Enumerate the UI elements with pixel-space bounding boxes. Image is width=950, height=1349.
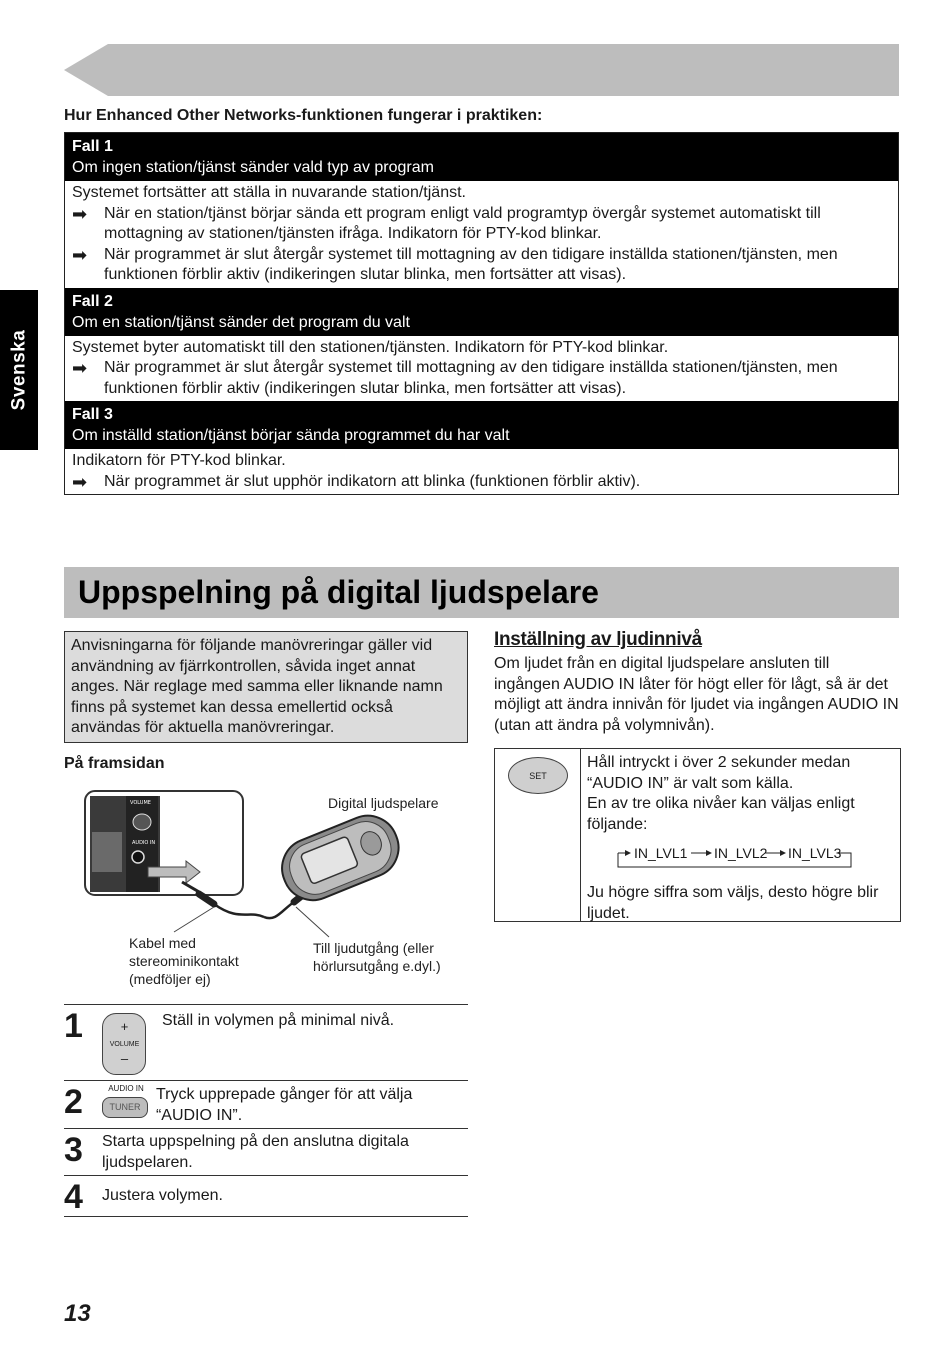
volume-minus: – <box>120 1051 129 1066</box>
step-number: 1 <box>64 1007 83 1045</box>
level-heading: Inställning av ljudinnivå <box>494 629 702 650</box>
steps-divider <box>64 1216 468 1217</box>
step-text: Ställ in volymen på minimal nivå. <box>162 1012 395 1029</box>
audio-in-button-icon <box>102 1081 156 1128</box>
level-cycle <box>615 843 855 873</box>
arrow-right-icon: ➡ <box>72 203 88 224</box>
audio-in-jack <box>132 851 144 863</box>
volume-button-icon <box>102 1005 162 1080</box>
arrow-right-icon: ➡ <box>72 244 88 265</box>
step-1 <box>64 1004 468 1080</box>
section-title: Uppspelning på digital ljudspelare <box>78 574 599 610</box>
step-number: 2 <box>64 1083 83 1121</box>
case-3-subtitle: Om inställd station/tjänst börjar sända programmet du har valt <box>72 427 510 444</box>
case-2-body <box>65 336 898 402</box>
level-2: IN_LVL2 <box>714 845 768 861</box>
audio-in-label: AUDIO IN <box>108 1084 144 1093</box>
header-banner <box>64 44 899 96</box>
digital-player <box>273 807 407 909</box>
set-instruction-table <box>494 748 901 922</box>
case-1-bullet <box>72 204 891 245</box>
panel-volume-text: VOLUME <box>130 800 151 806</box>
step-text: Justera volymen. <box>102 1187 223 1204</box>
set-instruction: Håll intryckt i över 2 sekunder medan “AUDIO IN” är valt som källa. <box>587 754 851 792</box>
player-label: Digital ljudspelare <box>328 795 439 811</box>
panel-slot <box>92 832 122 872</box>
case-2-header <box>65 288 898 336</box>
set-button-icon <box>508 757 568 794</box>
language-tab <box>0 290 38 450</box>
set-button-label: SET <box>529 770 547 781</box>
case-3-header <box>65 401 898 449</box>
cable-right <box>264 902 294 918</box>
step-4 <box>64 1175 468 1216</box>
level-paragraph: Om ljudet från en digital ljudspelare ansluten till ingången AUDIO IN låter för högt eller för lågt, så är det möjligt att ändra innivån för ljudet via ingången AUDIO IN (utan att ändra på volymnivån). <box>494 655 899 734</box>
arrow-right-icon: ➡ <box>72 471 88 492</box>
case-3-lead: Indikatorn för PTY-kod blinkar. <box>72 452 286 469</box>
volume-label: VOLUME <box>109 1041 140 1048</box>
case-3-bullet-text: När programmet är slut upphör indikatorn att blinka (funktionen förblir aktiv). <box>104 472 641 490</box>
case-1-header <box>65 133 898 181</box>
step-number: 3 <box>64 1131 83 1169</box>
case-3-body <box>65 449 898 494</box>
step-number: 4 <box>64 1178 83 1216</box>
steps-list <box>64 1004 468 1217</box>
case-1-lead: Systemet fortsätter att ställa in nuvarande station/tjänst. <box>72 184 466 201</box>
output-leader <box>296 907 329 937</box>
tuner-label: TUNER <box>102 1097 148 1118</box>
case-1-subtitle: Om ingen station/tjänst sänder vald typ av program <box>72 159 434 176</box>
page-number: 13 <box>64 1300 91 1327</box>
eon-cases-table <box>64 132 899 495</box>
connection-illustration <box>64 782 469 997</box>
panel-audio-in-text: AUDIO IN <box>132 840 156 846</box>
volume-knob <box>133 814 151 830</box>
step-2 <box>64 1080 468 1128</box>
case-1-title: Fall 1 <box>72 138 113 155</box>
case-2-title: Fall 2 <box>72 292 113 310</box>
volume-plus: + <box>120 1019 129 1034</box>
cable-label: Kabel med stereominikontakt (medföljer ej) <box>129 935 239 987</box>
step-3 <box>64 1128 468 1175</box>
case-2-bullet-text: När programmet är slut återgår systemet till mottagning av den tidigare inställda stationen/tjänsten, men funktionen förblir aktiv (indikeringen slutar blinka, men fortsätter att visas). <box>104 359 838 397</box>
case-2-bullet <box>72 358 891 399</box>
eon-heading: Hur Enhanced Other Networks-funktionen fungerar i praktiken: <box>64 107 543 124</box>
case-1-bullet-text: När programmet är slut återgår systemet till mottagning av den tidigare inställda stationen/tjänsten, men funktionen förblir aktiv (indikeringen slutar blinka, men fortsätter att visas). <box>104 245 838 283</box>
case-3-title: Fall 3 <box>72 406 113 423</box>
output-label: Till ljudutgång (eller hörlursutgång e.dyl.) <box>313 940 441 974</box>
cable-leader <box>174 907 214 932</box>
set-button-cell <box>495 749 581 921</box>
remote-note-box: Anvisningarna för följande manövreringar gäller vid användning av fjärrkontrollen, såvida inget annat anges. När reglage med samma eller liknande namn finns på systemet kan dessa emellertid också användas för aktuella manövreringar. <box>64 631 468 743</box>
case-2-lead: Systemet byter automatiskt till den stationen/tjänsten. Indikatorn för PTY-kod blinkar. <box>72 338 669 356</box>
level-1: IN_LVL1 <box>634 845 688 861</box>
arrow-right-icon: ➡ <box>72 358 88 378</box>
language-tab-label: Svenska <box>8 329 29 411</box>
level-3: IN_LVL3 <box>788 845 842 861</box>
case-2-subtitle: Om en station/tjänst sänder det program du valt <box>72 313 410 331</box>
set-footer: Ju högre siffra som väljs, desto högre blir ljudet. <box>587 884 879 922</box>
case-1-bullet <box>72 245 891 286</box>
front-panel-heading: På framsidan <box>64 755 165 772</box>
cable <box>214 904 264 917</box>
case-1-body <box>65 181 898 288</box>
step-text: Tryck upprepade gånger för att välja “AUDIO IN”. <box>155 1086 413 1124</box>
step-text: Starta uppspelning på den anslutna digitala ljudspelaren. <box>102 1133 409 1171</box>
section-title-bar <box>64 567 899 618</box>
set-instruction-cell <box>581 749 900 921</box>
set-instruction-2: En av tre olika nivåer kan väljas enligt följande: <box>587 795 855 833</box>
case-3-bullet <box>72 472 891 493</box>
case-1-bullet-text: När en station/tjänst börjar sända ett program enligt vald programtyp övergår systemet automatiskt till mottagning av stationen/tjänsten ifråga. Indikatorn för PTY-kod blinkar. <box>104 204 821 242</box>
